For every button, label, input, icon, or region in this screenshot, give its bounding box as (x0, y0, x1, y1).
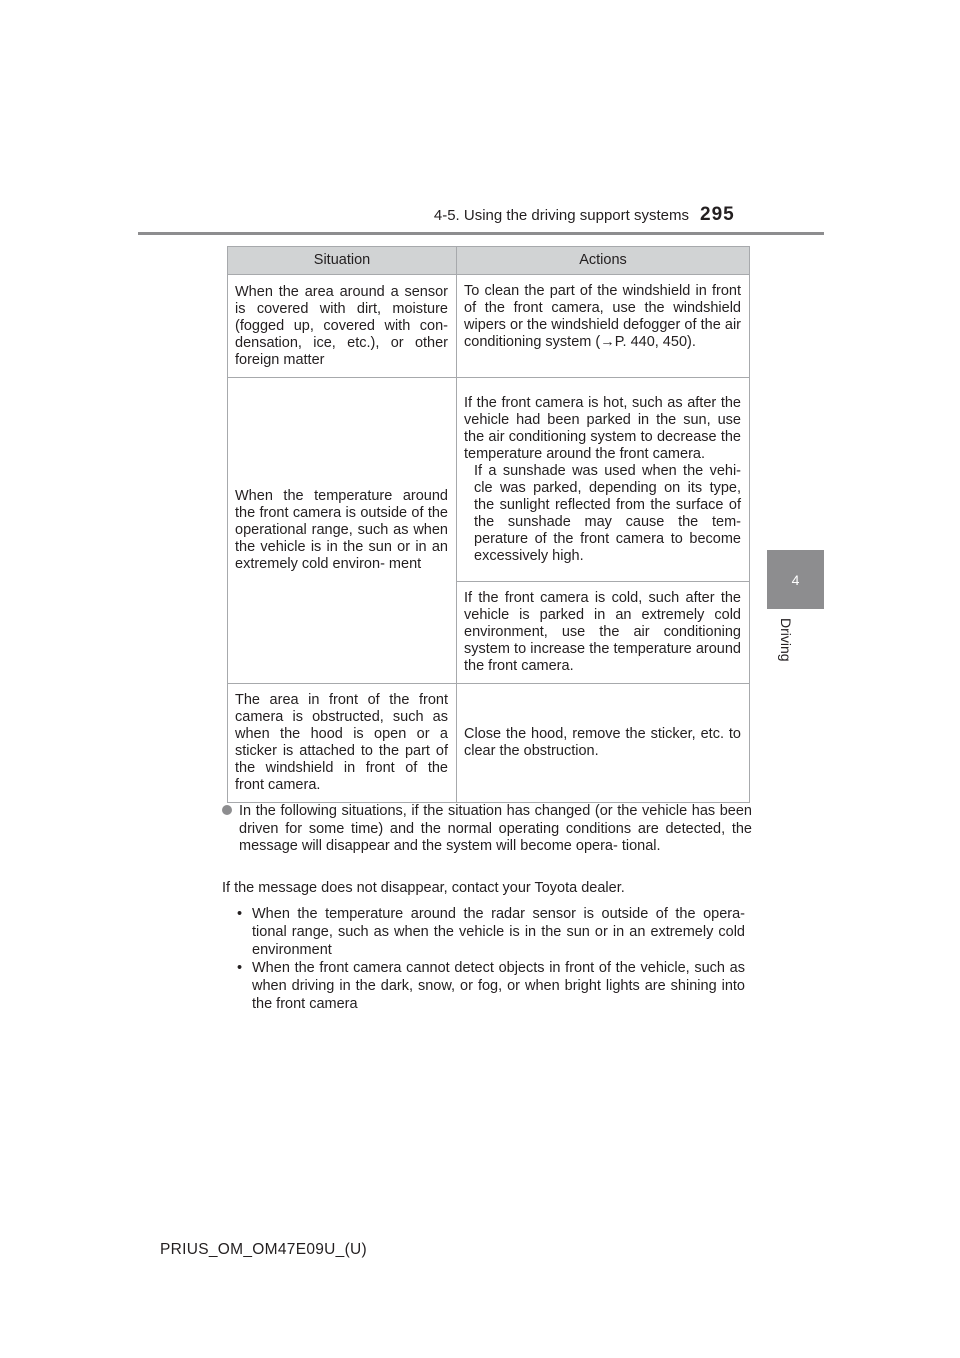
list-item: • When the front camera cannot detect objects in front of the vehicle, such as when driving in the dark, snow, or fog, or when bright lights are shining into the front camera (235, 959, 745, 1013)
notice-text: In the following situations, if the situation has changed (or the vehicle has been driven for some time) and the normal operating conditions are detected, the message will disappear and the system will become opera- tional. (239, 803, 752, 854)
situation-cell (228, 378, 457, 684)
situation-cell (228, 684, 457, 803)
table-row (228, 684, 750, 803)
document-code: PRIUS_OM_OM47E09U_(U) (160, 1241, 367, 1258)
column-header-actions: Actions (457, 247, 750, 275)
page-reference: P. 440, 450). (614, 334, 696, 350)
table-row (228, 275, 750, 378)
contact-dealer-text: If the message does not disappear, contact your Toyota dealer. (222, 880, 625, 896)
action-cell (457, 582, 750, 684)
situation-text: When the temperature around the front camera is outside of the operational range, such as when the vehicle is in the sun or in an extremely cold environ- ment (235, 488, 448, 572)
section-title: 4-5. Using the driving support systems (433, 207, 689, 224)
action-note: If a sunshade was used when the vehi- cle was parked, depending on its type, the sunlight reflected from the surface of the sunshade may cause the tem- perature of the front camera to become excessively high. (474, 462, 741, 564)
action-text: If the front camera is hot, such as after the vehicle had been parked in the sun, use the air conditioning system to decrease the temperature around the front camera. (464, 394, 741, 462)
action-text: If the front camera is cold, such after the vehicle is parked in an extremely cold environment, use the air conditioning system to increase the temperature around the front camera. (464, 590, 741, 674)
action-text: Close the hood, remove the sticker, etc. to clear the obstruction. (464, 726, 741, 759)
situation-text: When the area around a sensor is covered with dirt, moisture (fogged up, covered with con- densation, ice, etc.), or other foreign matter (235, 283, 448, 368)
circle-bullet-icon (222, 805, 232, 815)
situation-cell (228, 275, 457, 378)
chapter-label: Driving (778, 618, 794, 662)
table-header-row (228, 247, 750, 275)
action-text: To clean the part of the windshield in front of the front camera, use the windshield wipers or the windshield defogger of the air conditioning system ( (464, 283, 741, 350)
action-cell (457, 275, 750, 378)
situation-actions-table (227, 246, 750, 803)
list-item: • When the temperature around the radar sensor is outside of the opera- tional range, such as when the vehicle is in the sun or in an extremely cold environment (235, 905, 745, 959)
column-header-situation: Situation (228, 247, 457, 275)
arrow-icon: → (600, 334, 615, 350)
chapter-number: 4 (791, 571, 800, 588)
situation-text: The area in front of the front camera is obstructed, such as when the hood is open or a sticker is attached to the part of the windshield in front of the front camera. (235, 692, 448, 793)
condition-list (235, 905, 745, 1013)
notice-paragraph (222, 803, 752, 856)
table-row (228, 378, 750, 582)
page-number: 295 (700, 204, 735, 225)
chapter-tab (767, 550, 824, 609)
header-divider (138, 232, 824, 235)
action-cell (457, 684, 750, 803)
action-cell (457, 378, 750, 582)
